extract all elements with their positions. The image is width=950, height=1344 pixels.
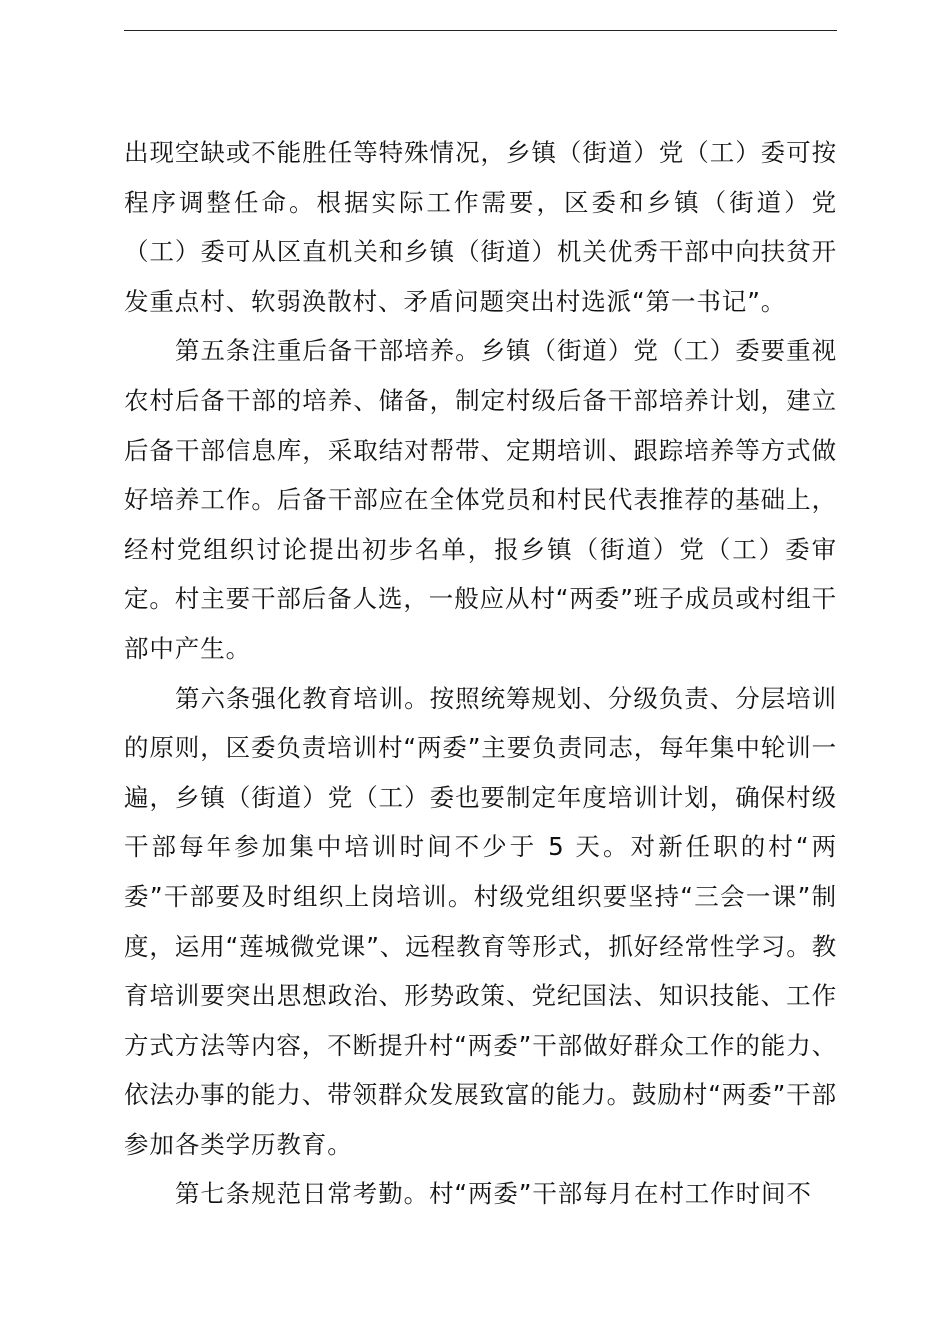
- paragraph-article-6: 第六条强化教育培训。按照统筹规划、分级负责、分层培训的原则，区委负责培训村“两委”主要负责同志，每年集中轮训一遍，乡镇（街道）党（工）委也要制定年度培训计划，确保村级干部每年参加集中培训时间不少于 5 天。对新任职的村“两委”干部要及时组织上岗培训。村级党组织要坚持“三会一课”制度，运用“莲城微党课”、远程教育等形式，抓好经常性学习。教育培训要突出思想政治、形势政策、党纪国法、知识技能、工作方式方法等内容，不断提升村“两委”干部做好群众工作的能力、依法办事的能力、带领群众发展致富的能力。鼓励村“两委”干部参加各类学历教育。: [124, 683, 837, 1159]
- header-rule: [124, 30, 837, 31]
- document-body: [124, 128, 837, 1219]
- paragraph-article-7: 第七条规范日常考勤。村“两委”干部每月在村工作时间不: [175, 1179, 812, 1209]
- paragraph-continuation: 出现空缺或不能胜任等特殊情况，乡镇（街道）党（工）委可按程序调整任命。根据实际工作需要，区委和乡镇（街道）党（工）委可从区直机关和乡镇（街道）机关优秀干部中向扶贫开发重点村、软弱涣散村、矛盾问题突出村选派“第一书记”。: [124, 138, 837, 316]
- paragraph-article-5: 第五条注重后备干部培养。乡镇（街道）党（工）委要重视农村后备干部的培养、储备，制定村级后备干部培养计划，建立后备干部信息库，采取结对帮带、定期培训、跟踪培养等方式做好培养工作。后备干部应在全体党员和村民代表推荐的基础上，经村党组织讨论提出初步名单，报乡镇（街道）党（工）委审定。村主要干部后备人选，一般应从村“两委”班子成员或村组干部中产生。: [124, 336, 837, 663]
